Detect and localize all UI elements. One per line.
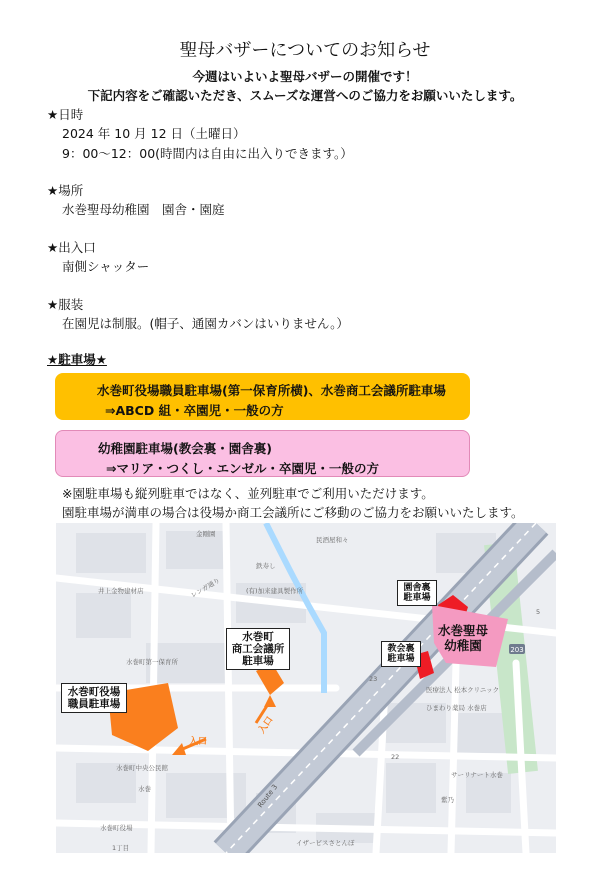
- route-203-text: 203: [510, 646, 524, 654]
- map-place-11: サーリナート水巻: [451, 771, 503, 779]
- place-heading: ★場所: [47, 183, 84, 198]
- parking-box-kindergarten: [55, 430, 470, 477]
- entrance-label-2: 入口: [256, 715, 276, 736]
- map-place-5: (有)加来建具製作所: [246, 587, 304, 595]
- datetime-heading: ★日時: [47, 107, 84, 122]
- map-place-2: 民酒屋和々: [316, 536, 349, 544]
- notice-title: 聖母バザーについてのお知らせ: [179, 40, 431, 61]
- parking-box-kindergarten-line1: 幼稚園駐車場(教会裏・園舎裏): [98, 441, 272, 456]
- datetime-date: 2024 年 10 月 12 日（土曜日）: [62, 126, 246, 141]
- map-place-7: 医療法人 松本クリニック: [426, 686, 500, 694]
- intro-line-2: 下記内容をご確認いただき、スムーズな運営へのご協力をお願いいたします。: [87, 88, 523, 103]
- label-town-office-parking: 水巻町役場 職員駐車場: [61, 683, 127, 713]
- label-school-back-parking: 園舎裏 駐車場: [397, 580, 437, 606]
- map-place-8: ひまわり薬局 水巻店: [426, 704, 487, 712]
- map-place-9: 水巻町中央公民館: [116, 764, 168, 772]
- map-place-12: 紫乃: [441, 796, 454, 804]
- map-place-4: 井上金物建材店: [98, 587, 144, 595]
- map-place-19: 5: [536, 608, 541, 616]
- parking-heading: ★駐車場★: [47, 352, 107, 367]
- entrance-heading: ★出入口: [47, 240, 96, 255]
- label-kindergarten: 水巻聖母 幼稚園: [437, 623, 488, 653]
- dress-value: 在園児は制服。(帽子、通園カバンはいりません。）: [62, 316, 349, 331]
- map-place-6: 水巻町第一保育所: [126, 658, 178, 666]
- parking-box-town-office-line2: ⇒ABCD 組・卒園児・一般の方: [105, 403, 284, 418]
- label-chamber-parking: 水巻町 商工会議所 駐車場: [226, 628, 290, 670]
- map-place-3: 鉄寿し: [256, 562, 276, 570]
- parking-box-town-office-line1: 水巻町役場職員駐車場(第一保育所横)、水巻商工会議所駐車場: [97, 383, 446, 398]
- datetime-time: 9：00～12：00(時間内は自由に出入りできます。）: [62, 146, 353, 161]
- access-map: [56, 523, 556, 853]
- map-place-17: 23: [369, 675, 378, 683]
- map-place-18: 22: [391, 753, 400, 761]
- map-place-13: イザービスさとんぼ: [296, 839, 355, 847]
- map-place-15: 水巻: [138, 785, 151, 793]
- entrance-value: 南側シャッター: [62, 259, 150, 274]
- place-value: 水巻聖母幼稚園 園舎・園庭: [62, 202, 225, 217]
- map-place-14: レンガ通り: [189, 576, 222, 600]
- entrance-label-1: 入口: [189, 737, 208, 747]
- parking-note-2: 園駐車場が満車の場合は役場か商工会議所にご移動のご協力をお願いいたします。: [62, 505, 524, 520]
- entrance-arrowhead-2: [264, 695, 276, 707]
- map-place-1: 金剛園: [196, 530, 216, 538]
- intro-line-1: 今週はいよいよ聖母バザーの開催です！: [192, 69, 418, 84]
- map-place-16: 1丁目: [112, 844, 130, 852]
- dress-heading: ★服装: [47, 297, 84, 312]
- map-place-10: 水巻町役場: [100, 824, 133, 832]
- route-3-text: Route 3: [256, 783, 280, 810]
- parking-box-town-office: [55, 373, 470, 420]
- label-church-back-parking: 教会裏 駐車場: [381, 641, 421, 667]
- parking-note-1: ※園駐車場も縦列駐車ではなく、並列駐車でご利用いただけます。: [62, 486, 434, 501]
- parking-box-kindergarten-line2: ⇒マリア・つくし・エンゼル・卒園児・一般の方: [106, 461, 379, 476]
